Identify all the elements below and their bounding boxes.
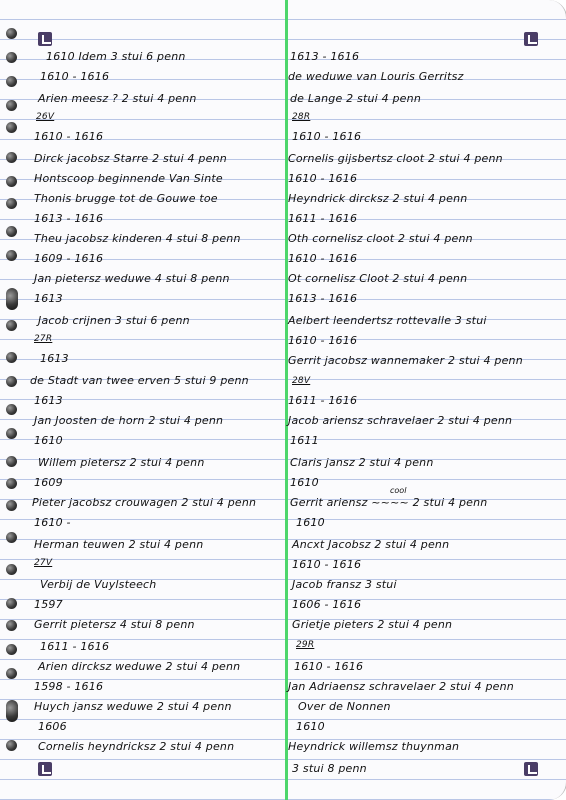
entry-line: 1610 - 1616 <box>34 130 104 143</box>
entry-line: Ancxt Jacobsz 2 stui 4 penn <box>292 538 450 551</box>
binder-hole-icon <box>6 428 17 439</box>
entry-line: 1597 <box>34 598 63 611</box>
binder-hole-icon <box>6 250 17 261</box>
binder-hole-icon <box>6 700 18 722</box>
binder-hole-icon <box>6 226 17 237</box>
binder-hole-icon <box>6 176 17 187</box>
binder-hole-icon <box>6 620 17 631</box>
entry-line: Jacob ariensz schravelaer 2 stui 4 penn <box>288 414 513 427</box>
binder-hole-icon <box>6 152 17 163</box>
entry-line: Jacob crijnen 3 stui 6 penn <box>38 314 190 327</box>
binder-hole-icon <box>6 288 18 310</box>
folio-label: 26V <box>36 112 55 122</box>
entry-line: Gerrit jacobsz wannemaker 2 stui 4 penn <box>288 354 523 367</box>
binder-hole-icon <box>6 564 17 575</box>
entry-line: 1613 - 1616 <box>34 212 104 225</box>
entry-line: Willem pietersz 2 stui 4 penn <box>38 456 205 469</box>
entry-line: Arien dircksz weduwe 2 stui 4 penn <box>38 660 241 673</box>
entry-line: 1611 - 1616 <box>288 394 358 407</box>
entry-line: Claris jansz 2 stui 4 penn <box>290 456 434 469</box>
entry-line: 1613 - 1616 <box>290 50 360 63</box>
entry-line: 1613 <box>40 352 69 365</box>
binder-hole-icon <box>6 76 17 87</box>
entry-line: 1610 - 1616 <box>288 334 358 347</box>
binder-hole-icon <box>6 644 17 655</box>
entry-line: 1610 - 1616 <box>288 252 358 265</box>
folio-label: 29R <box>296 640 315 650</box>
entry-line: 1609 - 1616 <box>34 252 104 265</box>
entry-line: 1610 - <box>34 516 71 529</box>
entry-line: 1613 <box>34 394 63 407</box>
corner-mark-icon <box>38 32 52 46</box>
entry-line: Jan pietersz weduwe 4 stui 8 penn <box>34 272 230 285</box>
entry-line: 1610 <box>34 434 63 447</box>
entry-line: Oth cornelisz cloot 2 stui 4 penn <box>288 232 473 245</box>
entry-line: Jan Joosten de horn 2 stui 4 penn <box>34 414 224 427</box>
entry-line: Over de Nonnen <box>298 700 391 713</box>
binder-hole-icon <box>6 456 17 467</box>
entry-line: Verbij de Vuylsteech <box>40 578 157 591</box>
entry-line: Thonis brugge tot de Gouwe toe <box>34 192 218 205</box>
entry-line: 1610 - 1616 <box>294 660 364 673</box>
entry-line: Jacob fransz 3 stui <box>292 578 397 591</box>
binder-hole-icon <box>6 598 17 609</box>
entry-line: 1610 Idem 3 stui 6 penn <box>46 50 186 63</box>
entry-line: de weduwe van Louris Gerritsz <box>288 70 464 83</box>
entry-line: 1610 - 1616 <box>292 558 362 571</box>
entry-line: Gerrit ariensz ~~~~ 2 stui 4 penn <box>290 496 488 509</box>
binder-hole-icon <box>6 352 17 363</box>
entry-line: 1610 <box>290 476 319 489</box>
entry-line: 1610 <box>296 720 325 733</box>
entry-line: 1611 <box>290 434 319 447</box>
entry-line: 1606 - 1616 <box>292 598 362 611</box>
binder-hole-icon <box>6 376 17 387</box>
entry-line: Heyndrick willemsz thuynman <box>288 740 460 753</box>
binder-hole-icon <box>6 52 17 63</box>
binder-hole-icon <box>6 668 17 679</box>
entry-line: de Stadt van twee erven 5 stui 9 penn <box>30 374 249 387</box>
entry-line: Ot cornelisz Cloot 2 stui 4 penn <box>288 272 468 285</box>
entry-line: Cornelis gijsbertsz cloot 2 stui 4 penn <box>288 152 503 165</box>
entry-line: 1611 - 1616 <box>40 640 110 653</box>
folio-label: 28R <box>292 112 311 122</box>
entry-line: 1610 - 1616 <box>292 130 362 143</box>
folio-label: 27V <box>34 558 53 568</box>
binder-hole-icon <box>6 122 17 133</box>
entry-line: Cornelis heyndricksz 2 stui 4 penn <box>38 740 235 753</box>
folio-label: 27R <box>34 334 53 344</box>
entry-line: 1606 <box>38 720 67 733</box>
entry-line: Gerrit pietersz 4 stui 8 penn <box>34 618 195 631</box>
binder-hole-icon <box>6 198 17 209</box>
entry-line: Herman teuwen 2 stui 4 penn <box>34 538 204 551</box>
entry-line: 1613 - 1616 <box>288 292 358 305</box>
binder-hole-icon <box>6 404 17 415</box>
entry-line: 1610 - 1616 <box>288 172 358 185</box>
corner-mark-icon <box>524 762 538 776</box>
entry-line: Huych jansz weduwe 2 stui 4 penn <box>34 700 232 713</box>
entry-line: Dirck jacobsz Starre 2 stui 4 penn <box>34 152 227 165</box>
entry-line: 1598 - 1616 <box>34 680 104 693</box>
binder-hole-icon <box>6 320 17 331</box>
entry-line: 3 stui 8 penn <box>292 762 367 775</box>
entry-line: 1613 <box>34 292 63 305</box>
binder-hole-icon <box>6 478 17 489</box>
entry-line: Aelbert leendertsz rottevalle 3 stui <box>288 314 487 327</box>
interlinear-insert: cool <box>390 486 407 495</box>
binder-hole-icon <box>6 28 17 39</box>
entry-line: Pieter jacobsz crouwagen 2 stui 4 penn <box>32 496 257 509</box>
entry-line: Jan Adriaensz schravelaer 2 stui 4 penn <box>288 680 514 693</box>
folio-label: 28V <box>292 376 311 386</box>
binder-hole-icon <box>6 532 17 543</box>
entry-line: 1611 - 1616 <box>288 212 358 225</box>
entry-line: Hontscoop beginnende Van Sinte <box>34 172 223 185</box>
entry-line: de Lange 2 stui 4 penn <box>290 92 421 105</box>
entry-line: Grietje pieters 2 stui 4 penn <box>292 618 453 631</box>
entry-line: Heyndrick dircksz 2 stui 4 penn <box>288 192 468 205</box>
entry-line: 1610 <box>296 516 325 529</box>
binder-hole-icon <box>6 500 17 511</box>
entry-line: 1610 - 1616 <box>40 70 110 83</box>
binder-hole-icon <box>6 740 17 751</box>
corner-mark-icon <box>524 32 538 46</box>
entry-line: Arien meesz ? 2 stui 4 penn <box>38 92 197 105</box>
corner-mark-icon <box>38 762 52 776</box>
entry-line: Theu jacobsz kinderen 4 stui 8 penn <box>34 232 241 245</box>
binder-hole-icon <box>6 100 17 111</box>
entry-line: 1609 <box>34 476 63 489</box>
